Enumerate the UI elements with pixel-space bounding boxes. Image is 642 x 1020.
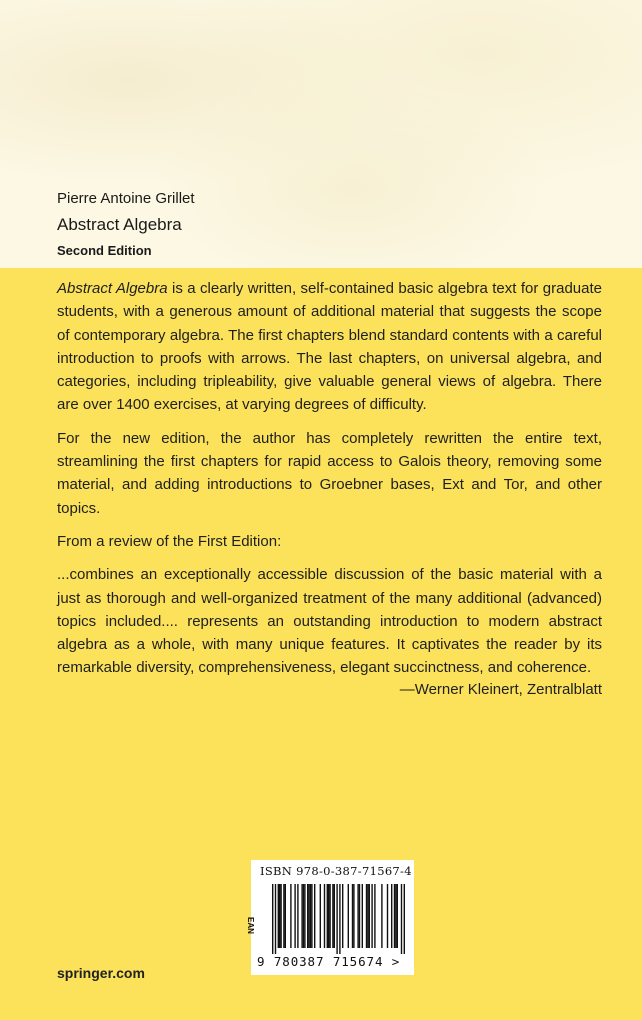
description-paragraph-2: For the new edition, the author has completely rewritten the entire text, streamlining the first chapters for rapid access to Galois theory, removing some material, and adding introductions to Groebner bases, Ext and Tor, and other topics. — [57, 429, 602, 517]
review-quote: ...combines an exceptionally accessible discussion of the basic material with a just as thorough and well-organized treatment of the many additional (advanced) topics included.... represents an outstanding introduction to modern abstract algebra as a whole, with many unique features. It captivates the reader by its remarkable diversity, comprehensiveness, elegant succinctness, and coherence. — [57, 566, 602, 677]
barcode-bar — [336, 884, 337, 954]
barcode-bar — [391, 884, 392, 948]
barcode-bar — [362, 884, 363, 948]
barcode-bar — [387, 884, 388, 948]
barcode-bar — [278, 884, 279, 948]
barcode-bar — [359, 884, 360, 948]
barcode-bar — [272, 884, 273, 954]
barcode-bar — [394, 884, 395, 948]
barcode-bar — [304, 884, 305, 948]
barcode-bar — [327, 884, 328, 948]
barcode-bar — [279, 884, 280, 948]
isbn-label: ISBN 978-0-387-71567-4 — [260, 864, 412, 878]
ean-label: EAN — [246, 917, 255, 934]
barcode-bar — [374, 884, 375, 948]
barcode-bar — [310, 884, 311, 948]
barcode-bar — [381, 884, 382, 948]
barcode-bar — [395, 884, 396, 948]
barcode-bar — [324, 884, 325, 948]
barcode-bar — [334, 884, 335, 948]
barcode-panel — [246, 860, 414, 975]
review-heading: From a review of the First Edition: — [57, 532, 282, 550]
book-title: Abstract Algebra — [57, 215, 182, 234]
barcode-bar — [348, 884, 349, 948]
barcode-bar — [301, 884, 302, 948]
barcode-bar — [332, 884, 333, 948]
barcode-bar — [328, 884, 329, 948]
barcode-bar — [275, 884, 276, 954]
barcode-bar — [303, 884, 304, 948]
review-attribution: —Werner Kleinert, Zentralblatt — [399, 681, 602, 698]
barcode-bar — [285, 884, 286, 948]
barcode-image — [272, 884, 406, 954]
barcode-bar — [397, 884, 398, 948]
barcode-bar — [290, 884, 291, 948]
barcode-bar — [367, 884, 368, 948]
barcode-bar — [283, 884, 284, 948]
barcode-bar — [308, 884, 309, 948]
barcode-bar — [401, 884, 402, 954]
barcode-bar — [294, 884, 295, 948]
barcode-bar — [314, 884, 315, 948]
description-block — [57, 277, 602, 690]
barcode-bar — [369, 884, 370, 948]
author-name: Pierre Antoine Grillet — [57, 190, 195, 207]
barcode-bar — [371, 884, 372, 948]
barcode-bar — [353, 884, 354, 948]
publisher-website: springer.com — [57, 965, 145, 981]
barcode-bar — [320, 884, 321, 948]
description-paragraph-1-text: is a clearly written, self-contained basic algebra text for graduate students, with a generous amount of additional material that suggests the scope of contemporary algebra. The first chapters blend standard contents with a careful introduction to proofs with arrows. The last chapters, on universal algebra, and categories, including tripleability, give valuable general views of algebra. There are over 1400 exercises, at varying degrees of difficulty. — [57, 280, 602, 414]
barcode-bar — [342, 884, 343, 948]
barcode-digits: 9 780387 715674 > — [257, 954, 401, 969]
barcode-bar — [357, 884, 358, 948]
barcode-bar — [297, 884, 298, 948]
description-paragraph-1 — [57, 277, 602, 417]
barcode-bar — [352, 884, 353, 948]
barcode-bar — [307, 884, 308, 948]
description-book-title: Abstract Algebra — [57, 280, 168, 297]
barcode-bar — [339, 884, 340, 954]
barcode-bar — [311, 884, 312, 948]
barcode-bar — [366, 884, 367, 948]
barcode-bar — [329, 884, 330, 948]
edition-label: Second Edition — [57, 243, 152, 258]
barcode-bar — [404, 884, 405, 954]
barcode-bar — [280, 884, 281, 948]
